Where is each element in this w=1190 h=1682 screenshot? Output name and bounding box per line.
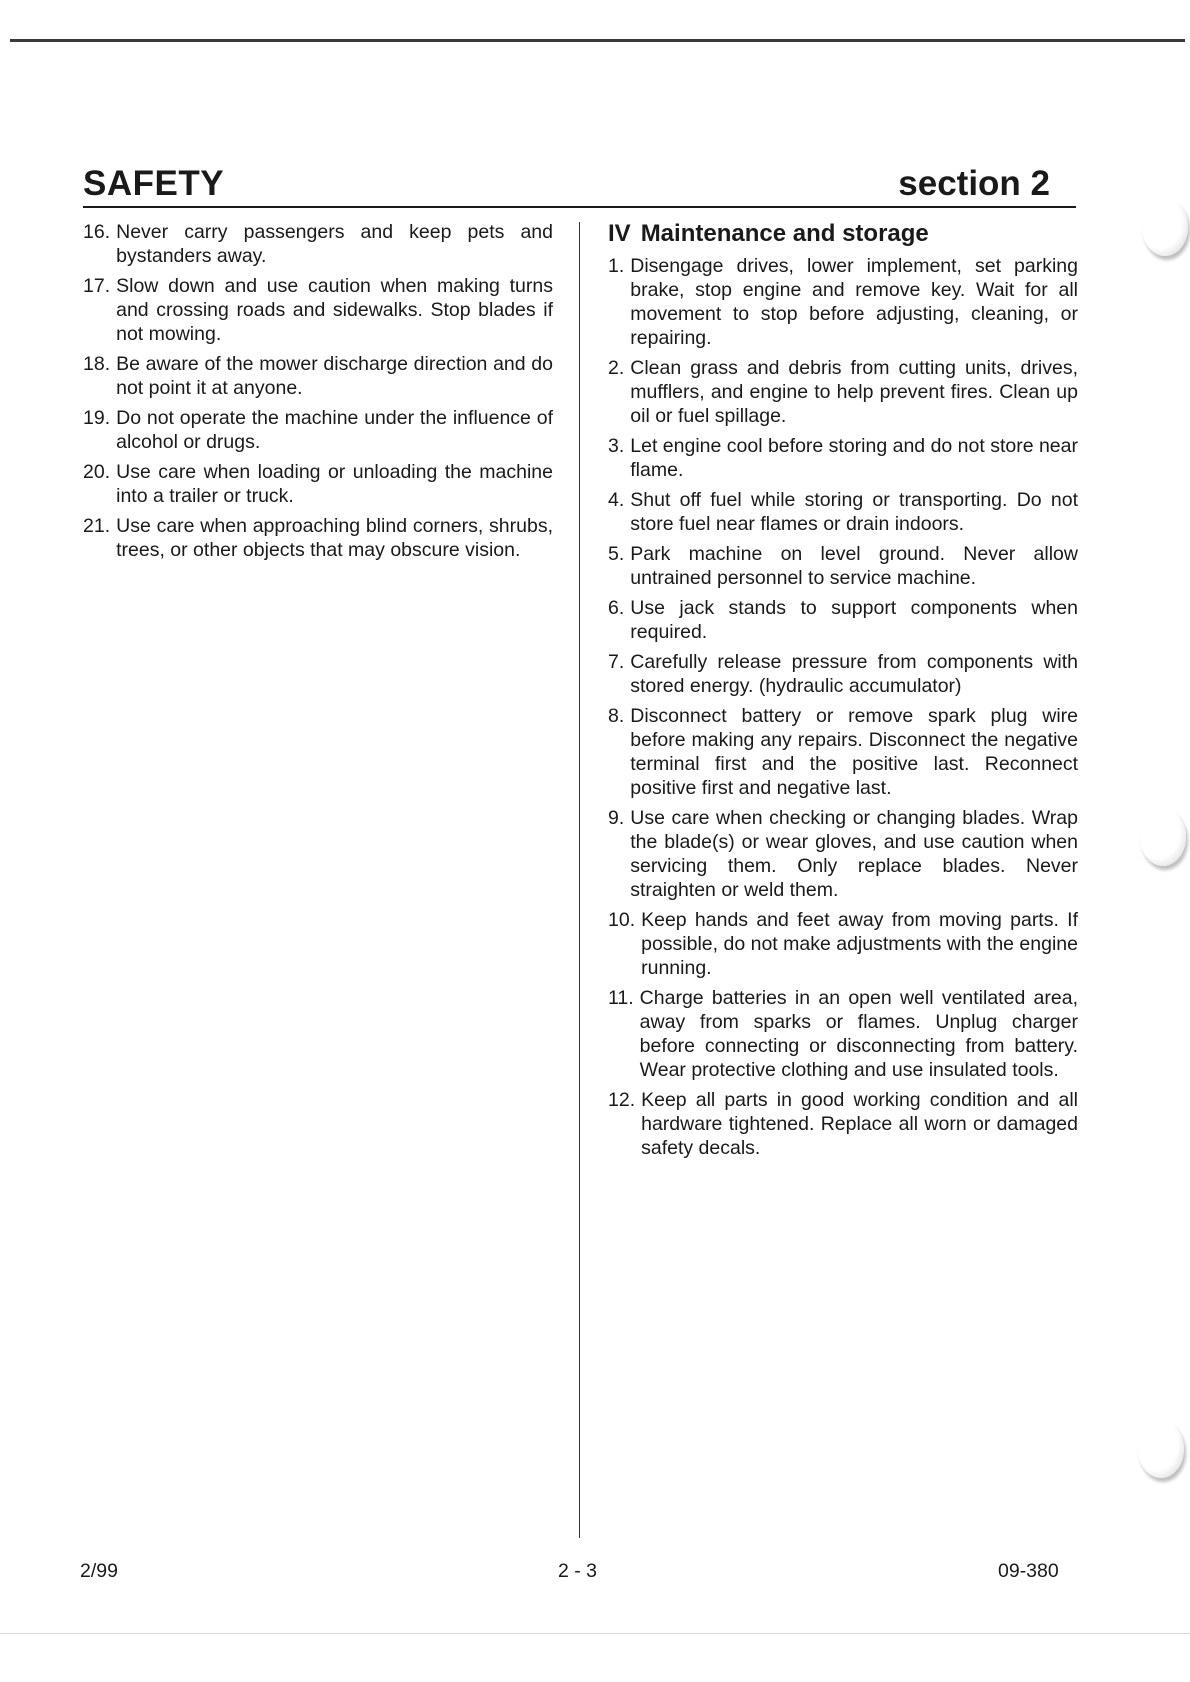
list-item <box>608 986 1078 1082</box>
list-item <box>608 542 1078 590</box>
list-item <box>608 704 1078 800</box>
binder-hole-icon <box>1140 808 1186 866</box>
item-number: 3. <box>608 435 625 457</box>
item-number: 12. <box>608 1089 636 1111</box>
list-item <box>608 1088 1078 1160</box>
list-item <box>608 596 1078 644</box>
item-text: Never carry passengers and keep pets and bystanders away. <box>116 221 553 267</box>
item-number: 11. <box>608 987 634 1009</box>
header-divider <box>83 206 1076 208</box>
document-number: 09-380 <box>998 1560 1059 1582</box>
item-number: 21. <box>83 515 111 537</box>
page-number: 2 - 3 <box>558 1560 598 1582</box>
right-column <box>608 218 1078 1166</box>
item-text: Use care when approaching blind corners, shrubs, trees, or other objects that may obscure vision. <box>116 515 553 561</box>
item-text: Use care when loading or unloading the machine into a trailer or truck. <box>116 461 553 507</box>
item-text: Charge batteries in an open well ventilated area, away from sparks or flames. Unplug charger before connecting or disconnecting from battery. Wear protective clothing and use insulated tools. <box>639 987 1078 1081</box>
item-text: Be aware of the mower discharge direction and do not point it at anyone. <box>116 353 553 399</box>
list-item <box>608 650 1078 698</box>
list-item <box>608 908 1078 980</box>
item-text: Slow down and use caution when making turns and crossing roads and sidewalks. Stop blades if not mowing. <box>116 275 553 345</box>
bottom-border-line <box>0 1633 1190 1634</box>
list-item <box>608 434 1078 482</box>
left-column <box>83 220 553 568</box>
item-number: 2. <box>608 357 625 379</box>
maintenance-list <box>608 254 1078 1160</box>
binder-hole-icon <box>1142 198 1188 256</box>
item-number: 8. <box>608 705 625 727</box>
binder-hole-icon <box>1138 1420 1184 1478</box>
section-heading <box>608 218 1078 250</box>
list-item <box>83 220 553 268</box>
section-heading-text: Maintenance and storage <box>640 220 929 247</box>
page-title: SAFETY <box>83 164 225 203</box>
item-text: Keep hands and feet away from moving parts. If possible, do not make adjustments with the engine running. <box>641 909 1078 979</box>
item-text: Use care when checking or changing blades. Wrap the blade(s) or wear gloves, and use caution when servicing them. Only replace blades. Never straighten or weld them. <box>630 807 1078 901</box>
item-number: 6. <box>608 597 625 619</box>
item-number: 18. <box>83 353 111 375</box>
section-label: section 2 <box>898 164 1050 203</box>
list-item <box>608 254 1078 350</box>
item-number: 10. <box>608 909 636 931</box>
list-item <box>608 488 1078 536</box>
list-item <box>608 806 1078 902</box>
item-text: Shut off fuel while storing or transporting. Do not store fuel near flames or drain indoors. <box>630 489 1078 535</box>
item-text: Park machine on level ground. Never allow untrained personnel to service machine. <box>630 543 1078 589</box>
footer-date: 2/99 <box>80 1560 118 1582</box>
item-number: 19. <box>83 407 111 429</box>
item-number: 4. <box>608 489 625 511</box>
list-item <box>83 460 553 508</box>
item-text: Keep all parts in good working condition and all hardware tightened. Replace all worn or damaged safety decals. <box>641 1089 1078 1159</box>
item-number: 7. <box>608 651 625 673</box>
list-item <box>83 274 553 346</box>
list-item <box>608 356 1078 428</box>
item-number: 1. <box>608 255 625 277</box>
item-number: 5. <box>608 543 625 565</box>
item-text: Use jack stands to support components when required. <box>630 597 1078 643</box>
column-divider <box>579 222 580 1538</box>
item-text: Let engine cool before storing and do not store near flame. <box>630 435 1078 481</box>
safety-rules-list <box>83 220 553 562</box>
item-number: 9. <box>608 807 625 829</box>
item-number: 17. <box>83 275 111 297</box>
item-text: Do not operate the machine under the influence of alcohol or drugs. <box>116 407 553 453</box>
list-item <box>83 514 553 562</box>
list-item <box>83 352 553 400</box>
item-text: Disengage drives, lower implement, set parking brake, stop engine and remove key. Wait for all movement to stop before adjusting, cleaning, or repairing. <box>630 255 1078 349</box>
section-numeral: IV <box>608 220 631 247</box>
item-number: 20. <box>83 461 111 483</box>
item-number: 16. <box>83 221 111 243</box>
list-item <box>83 406 553 454</box>
top-border-line <box>10 39 1185 42</box>
item-text: Clean grass and debris from cutting units, drives, mufflers, and engine to help prevent fires. Clean up oil or fuel spillage. <box>630 357 1078 427</box>
item-text: Disconnect battery or remove spark plug wire before making any repairs. Disconnect the negative terminal first and the positive last. Reconnect positive first and negative last. <box>630 705 1078 799</box>
item-text: Carefully release pressure from components with stored energy. (hydraulic accumulator) <box>630 651 1078 697</box>
